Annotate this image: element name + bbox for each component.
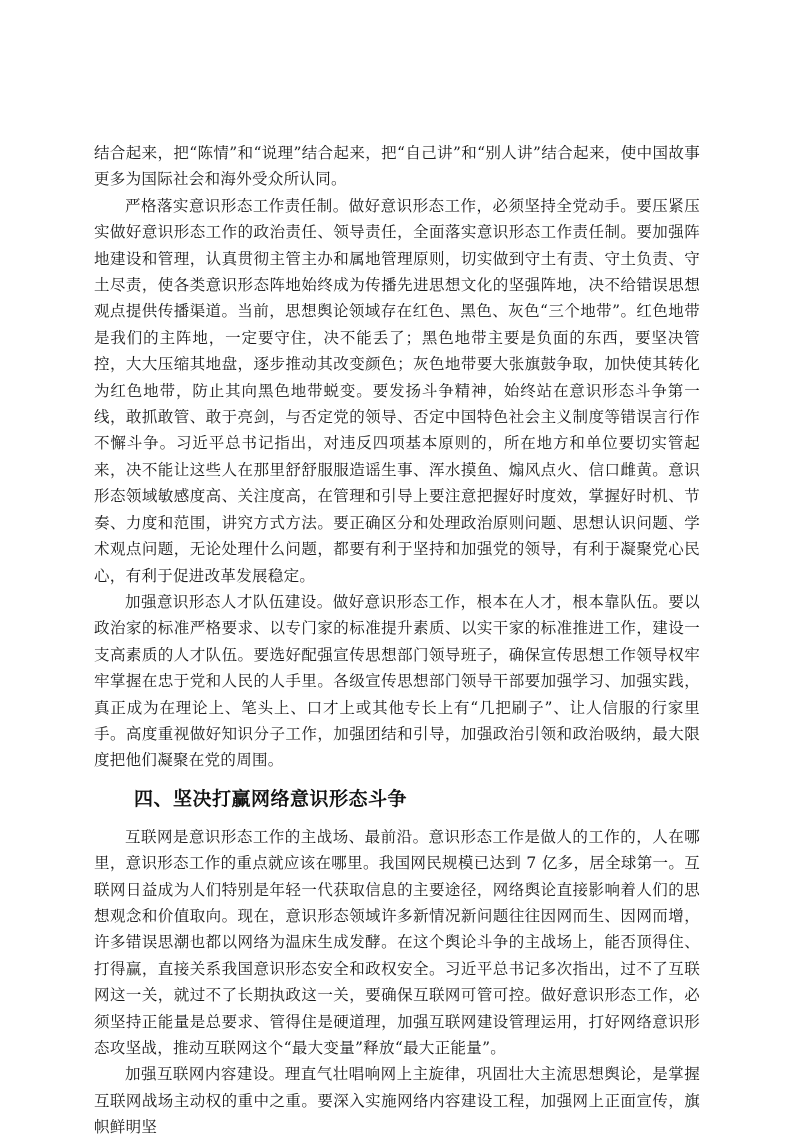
paragraph-internet-content: 加强互联网内容建设。理直气壮唱响网上主旋律，巩固壮大主流思想舆论，是掌握互联网战场主动权的重中之重。要深入实施网络内容建设工程，加强网上正面宣传，旗帜鲜明坚 [94,1065,700,1137]
paragraph-responsibility-system: 严格落实意识形态工作责任制。做好意识形态工作，必须坚持全党动手。要压紧压实做好意识形态工作的政治责任、领导责任，全面落实意识形态工作责任制。要加强阵地建设和管理，认真贯彻主管主办和属地管理原则，切实做到守土有责、守土负责、守土尽责，使各类意识形态阵地始终成为传播先进思想文化的坚强阵地，决不给错误思想观点提供传播渠道。当前，思想舆论领域存在红色、黑色、灰色“三个地带”。红色地带是我们的主阵地，一定要守住，决不能丢了；黑色地带主要是负面的东西，要坚决管控，大大压缩其地盘，逐步推动其改变颜色；灰色地带要大张旗鼓争取，加快使其转化为红色地带，防止其向黑色地带蜕变。要发扬斗争精神，始终站在意识形态斗争第一线，敢抓敢管、敢于亮剑，与否定党的领导、否定中国特色社会主义制度等错误言行作不懈斗争。习近平总书记指出，对违反四项基本原则的，所在地方和单位要切实管起来，决不能让这些人在那里舒舒服服造谣生事、浑水摸鱼、煽风点火、信口雌黄。意识形态领域敏感度高、关注度高，在管理和引导上要注意把握好时度效，掌握好时机、节奏、力度和范围，讲究方式方法。要正确区分和处理政治原则问题、思想认识问题、学术观点问题，无论处理什么问题，都要有利于坚持和加强党的领导，有利于凝聚党心民心，有利于促进改革发展稳定。 [94,196,700,585]
paragraph-continuation: 结合起来，把“陈情”和“说理”结合起来，把“自己讲”和“别人讲”结合起来，使中国故事更多为国际社会和海外受众所认同。 [94,144,700,189]
section-heading: 四、坚决打赢网络意识形态斗争 [134,787,408,810]
paragraph-talent-team: 加强意识形态人才队伍建设。做好意识形态工作，根本在人才，根本靠队伍。要以政治家的标准严格要求、以专门家的标准提升素质、以实干家的标准推进工作，建设一支高素质的人才队伍。要选好配强宣传思想部门领导班子，确保宣传思想工作领导权牢牢掌握在忠于党和人民的人手里。各级宣传思想部门领导干部要加强学习、加强实践，真正成为在理论上、笔头上、口才上或其他专长上有“几把刷子”、让人信服的行家里手。高度重视做好知识分子工作，加强团结和引导，加强政治引领和政治吸纳，最大限度把他们凝聚在党的周围。 [94,592,700,770]
paragraph-internet-battlefield: 互联网是意识形态工作的主战场、最前沿。意识形态工作是做人的工作的，人在哪里，意识形态工作的重点就应该在哪里。我国网民规模已达到 7 亿多，居全球第一。互联网日益成为人们特别是年轻一代获取信息的主要途径，网络舆论直接影响着人们的思想观念和价值取向。现在，意识形态领域许多新情况新问题往往因网而生、因网而增，许多错误思潮也都以网络为温床生成发酵。在这个舆论斗争的主战场上，能否顶得住、打得赢，直接关系我国意识形态安全和政权安全。习近平总书记多次指出，过不了互联网这一关，就过不了长期执政这一关，要确保互联网可管可控。做好意识形态工作，必须坚持正能量是总要求、管得住是硬道理，加强互联网建设管理运用，打好网络意识形态攻坚战，推动互联网这个“最大变量”释放“最大正能量”。 [94,827,700,1057]
document-body [94,140,700,1141]
